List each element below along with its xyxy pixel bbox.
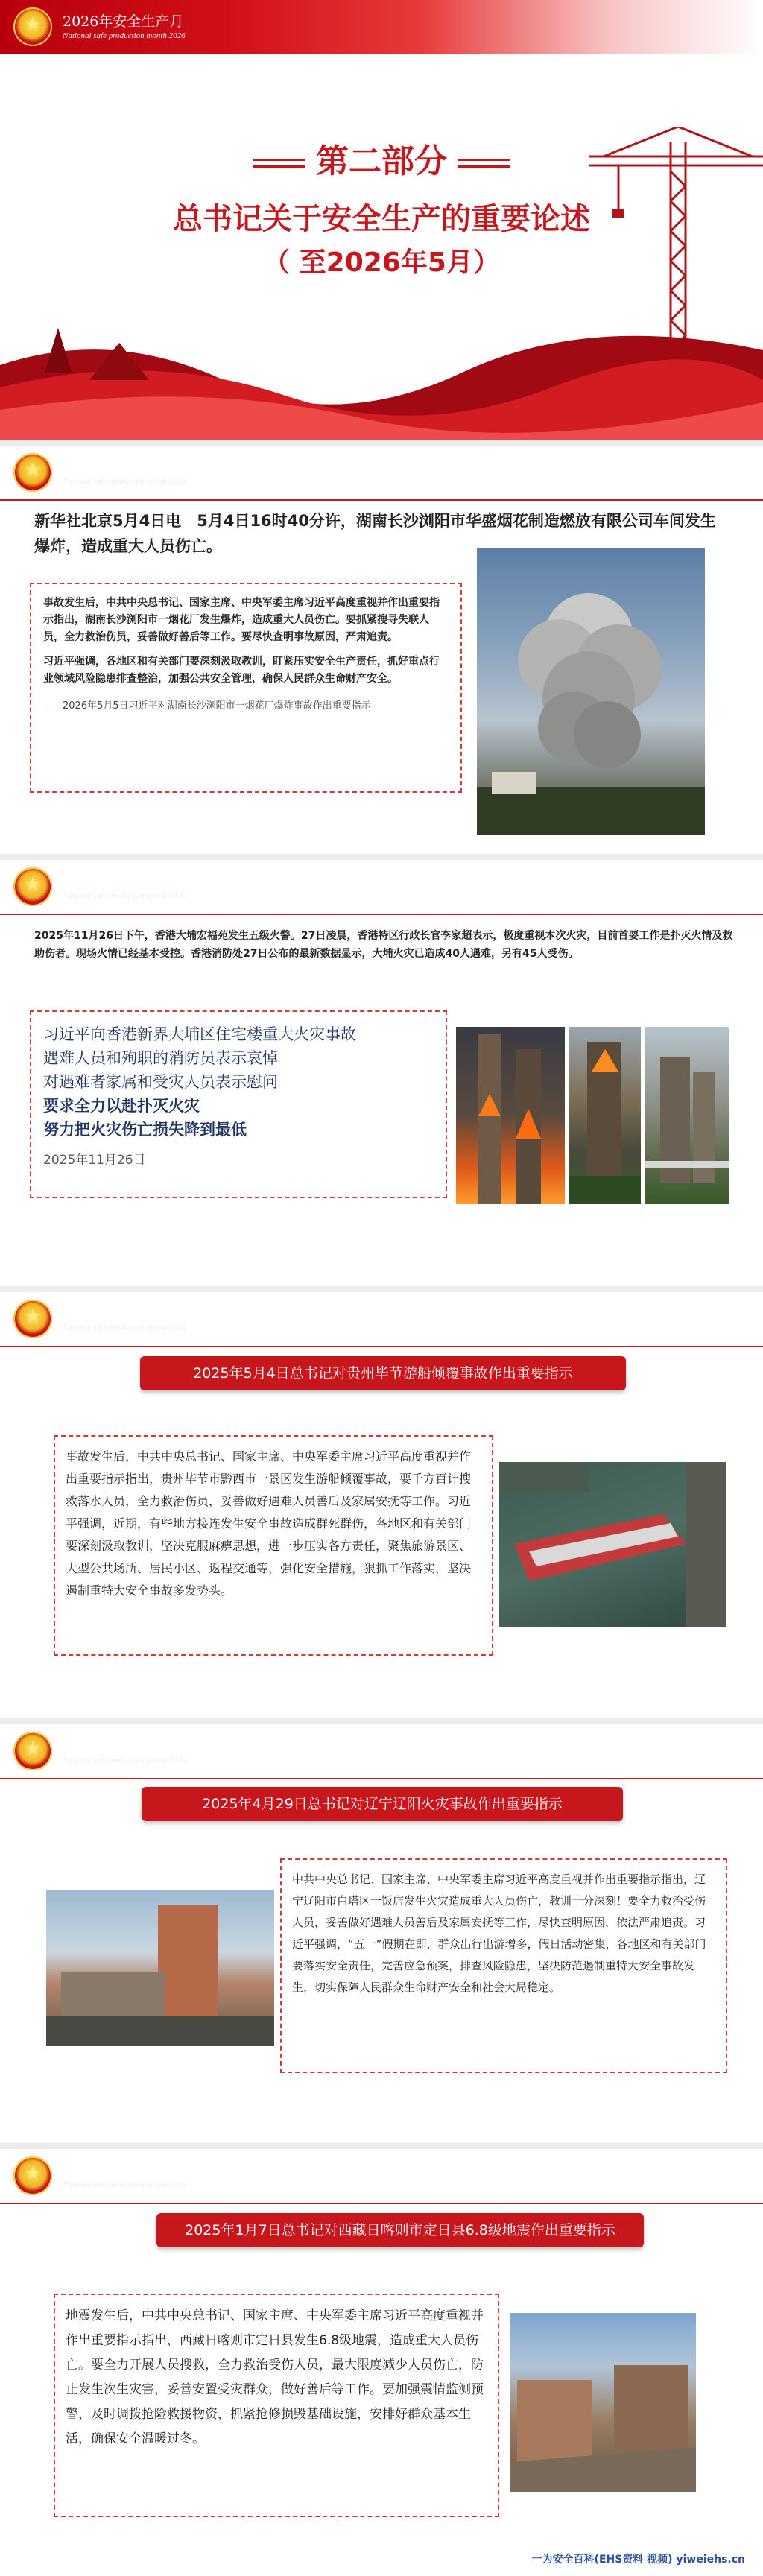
capsized-boat-photo (499, 1462, 726, 1627)
fire-photo-right (645, 1027, 729, 1204)
restaurant-fire-photo (46, 1890, 274, 2046)
quote-line-5: 努力把火灾伤亡损失降到最低 (43, 1121, 247, 1139)
quote-box (30, 1010, 447, 1198)
slide-bijie-boat (0, 1292, 763, 1718)
header-title: 2026年安全生产月 (63, 459, 184, 475)
red-silk-decoration (0, 298, 763, 440)
cover-title-rule-left (253, 159, 305, 168)
slide-liuyang-explosion (0, 446, 763, 854)
quote-paragraph-2: 习近平强调，各地区和有关部门要深刻汲取教训，盯紧压实安全生产责任，抓好重点行业领域风险隐患排查整治，加强公共安全管理，确保人民群众生命财产安全。 (43, 656, 440, 685)
slide-header (0, 446, 763, 499)
header-subtitle: National safe production month 2026 (63, 1756, 186, 1765)
slide-header (0, 860, 763, 914)
cover-date-range: （ 至2026年5月） (263, 247, 500, 278)
quote-body: 中共中央总书记、国家主席、中央军委主席习近平高度重视并作出重要指示指出，辽宁辽阳市白塔区一饭店发生火灾造成重大人员伤亡，教训十分深刻！要全力救治受伤人员，妥善做好遇难人员善后及家属安抚等工作，尽快查明原因，依法严肃追责。习近平强调，“五一”假期在即，群众出行出游增多，假日活动密集，各地区和有关部门要落实安全责任，完善应急预案，排查风险隐患，坚决防范遏制重特大安全事故发生，切实保障人民群众生命财产安全和社会大局稳定。 (292, 1873, 706, 1994)
fire-photo-middle (569, 1027, 641, 1204)
header-subtitle: National safe production month 2026 (63, 477, 186, 486)
quote-paragraph-1: 事故发生后，中共中央总书记、国家主席、中央军委主席习近平高度重视并作出重要指示指出，湖南长沙浏阳市一烟花厂发生爆炸，造成重大人员伤亡。要抓紧搜寻失联人员，全力救治伤员，妥善做好善后等工作。要尽快查明事故原因，严肃追责。 (43, 597, 440, 643)
cover-part-label-text: 第二部分 (316, 142, 447, 180)
quote-box (30, 583, 462, 793)
explosion-photo (477, 548, 705, 835)
quote-body: 事故发生后，中共中央总书记、国家主席、中央军委主席习近平高度重视并作出重要指示指出，贵州毕节市黔西市一景区发生游船倾覆事故，要千方百计搜救落水人员，全力救治伤员，妥善做好遇难人员善后及家属安抚等工作。习近平强调，近期，有些地方接连发生安全事故造成群死群伤，各地区和有关部门要深刻汲取教训，坚决克服麻痹思想，进一步压实各方责任，聚焦旅游景区、大型公共场所、居民小区、返程交通等，强化安全措施，狠抓工作落实，坚决遏制重特大安全事故多发势头。 (66, 1449, 472, 1598)
national-emblem-icon (13, 7, 52, 46)
smoke-plume-icon (477, 548, 705, 835)
header-title: 2026年安全生产月 (63, 873, 184, 890)
quote-line-4: 要求全力以赴扑灭火灾 (43, 1097, 200, 1115)
quote-box (54, 2294, 499, 2517)
cover-title: 总书记关于安全生产的重要论述 (173, 202, 590, 236)
slide-header (0, 1724, 763, 1778)
national-emblem-icon (13, 867, 52, 906)
national-emblem-icon (13, 453, 52, 492)
quote-body: 地震发生后，中共中央总书记、国家主席、中央军委主席习近平高度重视并作出重要指示指出，西藏日喀则市定日县发生6.8级地震，造成重大人员伤亡。要全力开展人员搜救，全力救治受伤人员，最大限度减少人员伤亡，防止发生次生灾害，妥善安置受灾群众，做好善后等工作。要加强震情监测预警，及时调拨抢险救援物资，抓紧抢修损毁基础设施，安排好群众基本生活，确保安全温暖过冬。 (66, 2308, 484, 2446)
header-title: 2026年安全生产月 (63, 2162, 184, 2179)
fire-photo-left (456, 1027, 565, 1204)
national-emblem-icon (13, 2156, 52, 2195)
quote-box (280, 1858, 727, 2073)
slide-hongkong-fire (0, 860, 763, 1286)
header-title: 2026年安全生产月 (63, 13, 184, 30)
national-emblem-icon (13, 1300, 52, 1338)
quote-date: 2025年11月26日 (43, 1153, 146, 1168)
news-lead: 新华社北京5月4日电 5月4日16时40分许，湖南长沙浏阳市华盛烟花制造燃放有限公司车间发生爆炸，造成重大人员伤亡。 (34, 512, 716, 555)
event-banner: 2025年5月4日总书记对贵州毕节游船倾覆事故作出重要指示 (140, 1356, 626, 1390)
national-emblem-icon (13, 1732, 52, 1770)
earthquake-photo (510, 2313, 696, 2492)
footer-watermark: 一为安全百科(EHS资料 视频) yiweiehs.cn (531, 2554, 745, 2566)
quote-line-3: 对遇难者家属和受灾人员表示慰问 (43, 1073, 278, 1091)
event-banner: 2025年4月29日总书记对辽宁辽阳火灾事故作出重要指示 (142, 1787, 623, 1821)
quote-source: ——2026年5月5日习近平对湖南长沙浏阳市一烟花厂爆炸事故作出重要指示 (43, 700, 371, 712)
quote-line-1: 习近平向香港新界大埔区住宅楼重大火灾事故 (43, 1025, 356, 1043)
slide-tingri-earthquake (0, 2149, 763, 2576)
news-lead: 2025年11月26日下午，香港大埔宏福苑发生五级火警。27日凌晨，香港特区行政长官李家超表示，极度重视本次火灾，目前首要工作是扑灭火情及救助伤者。现场火情已经基本受控。香港消防处27日公布的最新数据显示，大埔火灾已造成40人遇难，另有45人受伤。 (34, 930, 733, 960)
header-title: 2026年安全生产月 (63, 1306, 184, 1322)
event-banner: 2025年1月7日总书记对西藏日喀则市定日县6.8级地震作出重要指示 (156, 2213, 644, 2247)
header-subtitle: National safe production month 2026 (63, 1323, 186, 1332)
slide-header (0, 1292, 763, 1346)
slide-header (0, 2149, 763, 2203)
slide-liaoyang-fire (0, 1724, 763, 2143)
cover-slide (0, 0, 763, 440)
header-title: 2026年安全生产月 (63, 1738, 184, 1754)
quote-box (54, 1435, 493, 1656)
cover-part-label (0, 134, 763, 182)
slide-header (0, 0, 763, 54)
header-subtitle: National safe production month 2026 (63, 891, 186, 900)
cover-title-rule-right (458, 159, 510, 168)
quote-line-2: 遇难人员和殉职的消防员表示哀悼 (43, 1049, 278, 1067)
header-subtitle: National safe production month 2026 (63, 31, 186, 40)
header-subtitle: National safe production month 2026 (63, 2180, 186, 2189)
